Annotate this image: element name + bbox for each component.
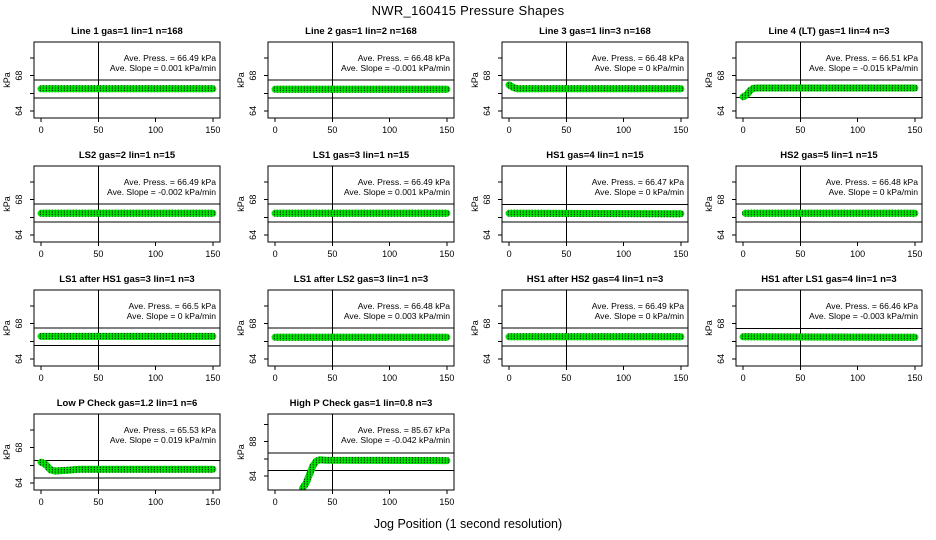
y-tick-label: 68 [248, 318, 258, 329]
y-tick-label: 64 [716, 105, 726, 116]
annotation-ave-press: Ave. Press. = 65.53 kPa [123, 425, 216, 435]
x-tick-label: 50 [561, 373, 572, 383]
x-tick-label: 100 [148, 249, 164, 259]
panel-plot-8 [702, 146, 936, 270]
annotation-ave-press: Ave. Press. = 66.49 kPa [123, 53, 216, 63]
x-tick-label: 150 [673, 373, 689, 383]
x-tick-label: 0 [38, 373, 44, 383]
panel-plot-3 [468, 22, 702, 146]
y-tick-label: 64 [14, 105, 24, 116]
x-tick-label: 100 [382, 497, 398, 507]
panel-plot-7 [468, 146, 702, 270]
y-axis-label: kPa [2, 444, 12, 460]
annotation-ave-press: Ave. Press. = 66.47 kPa [591, 177, 684, 187]
panel-title: HS1 gas=4 lin=1 n=15 [546, 150, 644, 161]
x-tick-label: 50 [93, 497, 104, 507]
x-tick-label: 0 [740, 125, 746, 135]
y-tick-label: 88 [248, 436, 258, 447]
y-tick-label: 68 [482, 318, 492, 329]
annotation-ave-press: Ave. Press. = 66.49 kPa [591, 301, 684, 311]
x-tick-label: 100 [382, 373, 398, 383]
y-axis-label: kPa [2, 196, 12, 212]
panel-plot-4 [702, 22, 936, 146]
data-series [743, 337, 915, 338]
panel-plot-12 [702, 270, 936, 394]
x-tick-label: 0 [740, 373, 746, 383]
y-tick-label: 68 [248, 70, 258, 81]
data-band-speckle [743, 88, 915, 97]
x-tick-label: 50 [327, 125, 338, 135]
x-tick-label: 100 [616, 125, 632, 135]
x-tick-label: 100 [850, 249, 866, 259]
x-tick-label: 0 [506, 125, 512, 135]
panel-plot-1 [0, 22, 234, 146]
x-tick-label: 50 [93, 373, 104, 383]
x-tick-label: 150 [439, 373, 455, 383]
panel-plot-13 [0, 394, 234, 518]
x-tick-label: 50 [327, 497, 338, 507]
x-tick-label: 150 [673, 125, 689, 135]
y-tick-label: 84 [248, 471, 258, 482]
annotation-ave-slope: Ave. Slope = 0 kPa/min [594, 63, 684, 73]
x-tick-label: 50 [327, 373, 338, 383]
y-tick-label: 68 [14, 194, 24, 205]
panel-plot-11 [468, 270, 702, 394]
panel-title: LS1 gas=3 lin=1 n=15 [312, 150, 410, 161]
pressure-panel-10 [234, 270, 468, 394]
panel-grid [0, 22, 936, 518]
x-tick-label: 150 [439, 497, 455, 507]
data-series [303, 460, 447, 489]
y-tick-label: 64 [248, 105, 258, 116]
y-tick-label: 68 [14, 318, 24, 329]
annotation-ave-press: Ave. Press. = 66.49 kPa [123, 177, 216, 187]
x-tick-label: 50 [795, 249, 806, 259]
x-tick-label: 150 [205, 497, 221, 507]
annotation-ave-slope: Ave. Slope = -0.001 kPa/min [341, 63, 450, 73]
annotation-ave-slope: Ave. Slope = 0 kPa/min [828, 187, 918, 197]
annotation-ave-press: Ave. Press. = 66.48 kPa [357, 301, 450, 311]
x-tick-label: 150 [439, 125, 455, 135]
annotation-ave-slope: Ave. Slope = -0.002 kPa/min [107, 187, 216, 197]
x-tick-label: 50 [93, 125, 104, 135]
pressure-panel-13 [0, 394, 234, 518]
x-tick-label: 0 [506, 373, 512, 383]
annotation-ave-slope: Ave. Slope = -0.003 kPa/min [809, 311, 918, 321]
panel-title: Line 3 gas=1 lin=3 n=168 [539, 26, 651, 37]
pressure-panel-9 [0, 270, 234, 394]
annotation-ave-slope: Ave. Slope = -0.042 kPa/min [341, 435, 450, 445]
annotation-ave-press: Ave. Press. = 66.51 kPa [825, 53, 918, 63]
y-tick-label: 64 [14, 477, 24, 488]
annotation-ave-press: Ave. Press. = 66.48 kPa [591, 53, 684, 63]
pressure-panel-1 [0, 22, 234, 146]
annotation-ave-slope: Ave. Slope = 0 kPa/min [594, 187, 684, 197]
panel-title: High P Check gas=1 lin=0.8 n=3 [289, 398, 433, 409]
x-tick-label: 0 [38, 497, 44, 507]
x-tick-label: 100 [148, 125, 164, 135]
data-band-speckle [509, 85, 681, 89]
y-tick-label: 64 [248, 353, 258, 364]
panel-plot-14 [234, 394, 468, 518]
y-axis-label: kPa [470, 196, 480, 212]
x-tick-label: 50 [795, 373, 806, 383]
y-tick-label: 68 [716, 70, 726, 81]
x-tick-label: 150 [205, 249, 221, 259]
x-axis-label: Jog Position (1 second resolution) [373, 517, 563, 531]
panel-title: HS1 after LS1 gas=4 lin=1 n=3 [761, 274, 897, 285]
pressure-panel-3 [468, 22, 702, 146]
pressure-panel-6 [234, 146, 468, 270]
panel-title: Line 2 gas=1 lin=2 n=168 [305, 26, 417, 37]
x-tick-label: 100 [148, 373, 164, 383]
y-axis-label: kPa [704, 320, 714, 336]
panel-title: Low P Check gas=1.2 lin=1 n=6 [56, 398, 198, 409]
pressure-panel-4 [702, 22, 936, 146]
y-tick-label: 64 [248, 229, 258, 240]
x-tick-label: 50 [93, 249, 104, 259]
annotation-ave-press: Ave. Press. = 66.49 kPa [357, 177, 450, 187]
pressure-panel-12 [702, 270, 936, 394]
y-axis-label: kPa [2, 320, 12, 336]
y-axis-label: kPa [236, 444, 246, 460]
annotation-ave-press: Ave. Press. = 66.48 kPa [825, 177, 918, 187]
x-tick-label: 0 [272, 373, 278, 383]
panel-plot-10 [234, 270, 468, 394]
y-tick-label: 68 [716, 318, 726, 329]
annotation-ave-slope: Ave. Slope = 0 kPa/min [594, 311, 684, 321]
annotation-ave-slope: Ave. Slope = -0.015 kPa/min [809, 63, 918, 73]
panel-plot-6 [234, 146, 468, 270]
data-band-green [303, 460, 447, 489]
x-tick-label: 100 [616, 373, 632, 383]
y-axis-label: kPa [236, 72, 246, 88]
annotation-ave-press: Ave. Press. = 66.46 kPa [825, 301, 918, 311]
panel-title: LS2 gas=2 lin=1 n=15 [78, 150, 176, 161]
y-tick-label: 64 [716, 229, 726, 240]
y-tick-label: 64 [482, 229, 492, 240]
x-tick-label: 100 [850, 373, 866, 383]
x-tick-label: 150 [673, 249, 689, 259]
y-axis-label: kPa [704, 72, 714, 88]
x-tick-label: 150 [205, 125, 221, 135]
y-tick-label: 68 [482, 194, 492, 205]
panel-title: Line 1 gas=1 lin=1 n=168 [71, 26, 183, 37]
panel-title: Line 4 (LT) gas=1 lin=4 n=3 [768, 26, 890, 37]
x-tick-label: 100 [616, 249, 632, 259]
data-series [743, 88, 915, 97]
y-tick-label: 64 [482, 105, 492, 116]
x-tick-label: 50 [561, 249, 572, 259]
y-axis-label: kPa [2, 72, 12, 88]
panel-plot-5 [0, 146, 234, 270]
pressure-panel-7 [468, 146, 702, 270]
y-axis-label: kPa [470, 72, 480, 88]
y-tick-label: 64 [482, 353, 492, 364]
y-tick-label: 64 [716, 353, 726, 364]
annotation-ave-slope: Ave. Slope = 0.019 kPa/min [109, 435, 216, 445]
data-band-speckle [303, 460, 447, 489]
annotation-ave-press: Ave. Press. = 85.67 kPa [357, 425, 450, 435]
annotation-ave-slope: Ave. Slope = 0.003 kPa/min [343, 311, 450, 321]
panel-title: LS1 after HS1 gas=3 lin=1 n=3 [59, 274, 195, 285]
pressure-panel-2 [234, 22, 468, 146]
x-tick-label: 100 [850, 125, 866, 135]
y-tick-label: 68 [482, 70, 492, 81]
x-tick-label: 150 [907, 373, 923, 383]
annotation-ave-press: Ave. Press. = 66.5 kPa [128, 301, 216, 311]
x-tick-label: 0 [38, 125, 44, 135]
x-tick-label: 0 [506, 249, 512, 259]
x-tick-label: 0 [272, 497, 278, 507]
data-band-speckle [743, 337, 915, 338]
pressure-panel-11 [468, 270, 702, 394]
x-tick-label: 100 [382, 249, 398, 259]
y-tick-label: 64 [14, 229, 24, 240]
y-axis-label: kPa [236, 320, 246, 336]
x-tick-label: 0 [38, 249, 44, 259]
pressure-panel-8 [702, 146, 936, 270]
panel-title: HS1 after HS2 gas=4 lin=1 n=3 [526, 274, 664, 285]
x-tick-label: 50 [561, 125, 572, 135]
y-axis-label: kPa [704, 196, 714, 212]
x-tick-label: 50 [795, 125, 806, 135]
pressure-panel-14 [234, 394, 468, 518]
page-title: NWR_160415 Pressure Shapes [371, 3, 565, 18]
y-tick-label: 68 [248, 194, 258, 205]
annotation-ave-slope: Ave. Slope = 0 kPa/min [126, 311, 216, 321]
x-tick-label: 50 [327, 249, 338, 259]
x-tick-label: 0 [272, 249, 278, 259]
x-tick-label: 150 [907, 249, 923, 259]
x-tick-label: 150 [907, 125, 923, 135]
data-band-speckle [41, 462, 213, 471]
y-tick-label: 68 [14, 70, 24, 81]
annotation-ave-slope: Ave. Slope = 0.001 kPa/min [343, 187, 450, 197]
x-tick-label: 150 [439, 249, 455, 259]
x-tick-label: 0 [272, 125, 278, 135]
y-axis-label: kPa [470, 320, 480, 336]
panel-plot-9 [0, 270, 234, 394]
y-axis-label: kPa [236, 196, 246, 212]
panel-title: LS1 after LS2 gas=3 lin=1 n=3 [293, 274, 429, 285]
y-tick-label: 68 [716, 194, 726, 205]
x-tick-label: 100 [382, 125, 398, 135]
annotation-ave-slope: Ave. Slope = 0.001 kPa/min [109, 63, 216, 73]
data-series [509, 85, 681, 89]
pressure-panel-5 [0, 146, 234, 270]
x-tick-label: 100 [148, 497, 164, 507]
panel-title: HS2 gas=5 lin=1 n=15 [780, 150, 878, 161]
annotation-ave-press: Ave. Press. = 66.48 kPa [357, 53, 450, 63]
x-tick-label: 150 [205, 373, 221, 383]
data-series [41, 462, 213, 471]
y-tick-label: 68 [14, 442, 24, 453]
y-tick-label: 64 [14, 353, 24, 364]
x-tick-label: 0 [740, 249, 746, 259]
panel-plot-2 [234, 22, 468, 146]
